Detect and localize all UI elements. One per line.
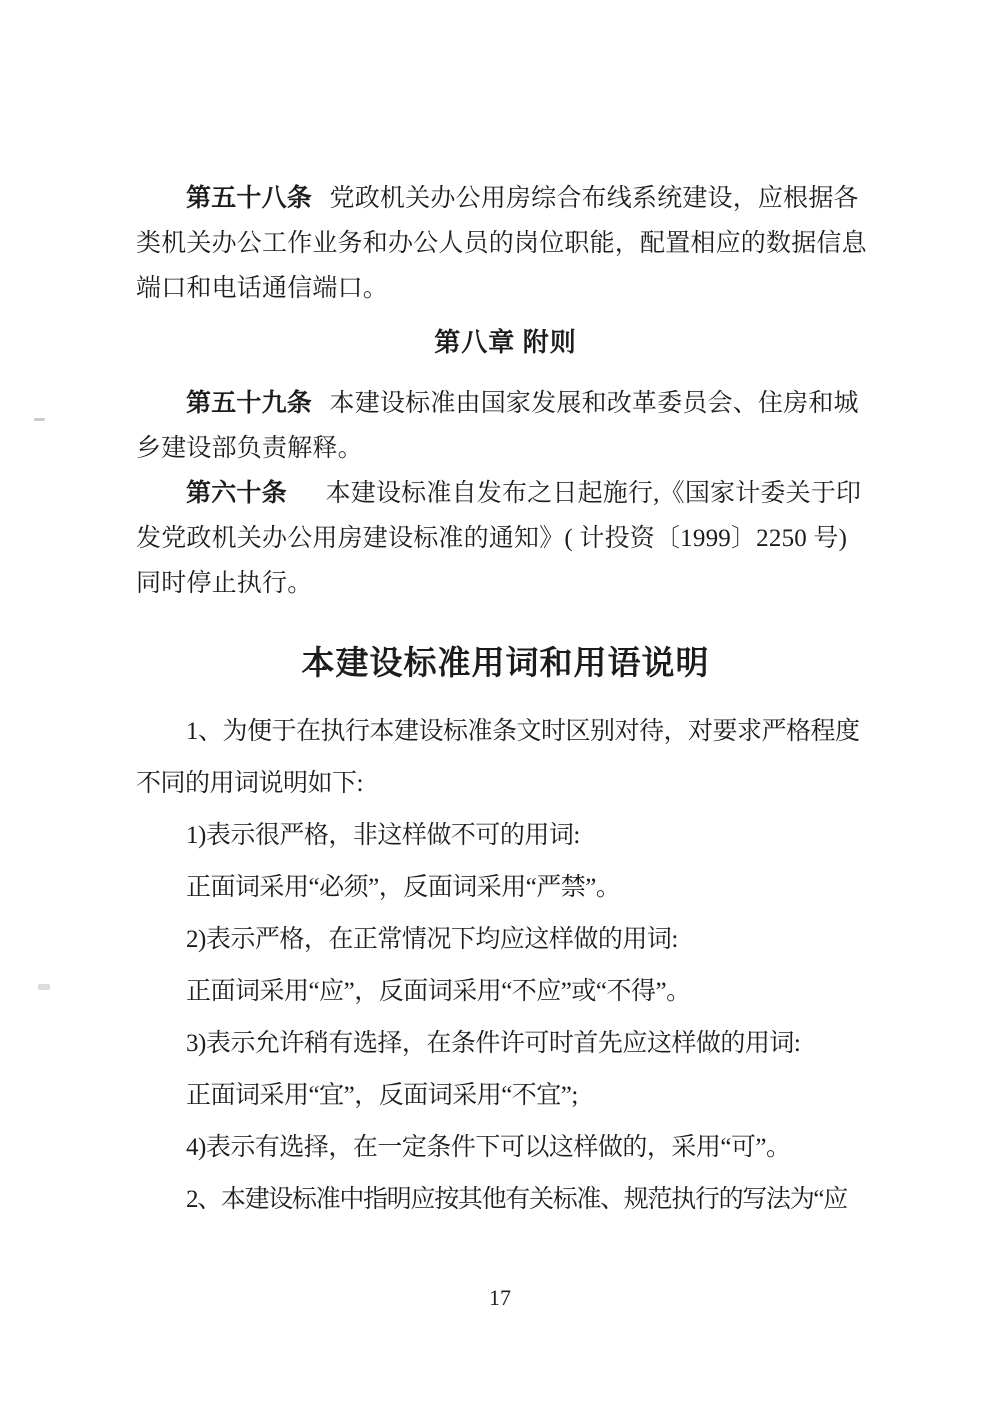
article-text: 本建设标准由国家发展和改革委员会、住房和城 [329, 390, 859, 417]
note-line: 1、为便于在执行本建设标准条文时区别对待，对要求严格程度 [186, 718, 860, 745]
article-60-label: 第六十条 [186, 480, 287, 507]
article-text: 本建设标准自发布之日起施行,《国家计委关于印 [325, 480, 862, 507]
article-line: 乡建设部负责解释。 [136, 435, 363, 462]
note-line: 正面词采用“宜”，反面词采用“不宜”; [186, 1082, 578, 1109]
note-line: 1)表示很严格，非这样做不可的用词: [186, 822, 580, 849]
note-line: 4)表示有选择，在一定条件下可以这样做的，采用“可”。 [186, 1134, 791, 1161]
article-line: 发党政机关办公用房建设标准的通知》( 计投资〔1999〕2250 号) [136, 525, 848, 552]
article-line: 类机关办公工作业务和办公人员的岗位职能，配置相应的数据信息 [136, 230, 867, 257]
article-line: 同时停止执行。 [136, 570, 313, 597]
article-line: 端口和电话通信端口。 [136, 275, 389, 302]
note-line: 3)表示允许稍有选择，在条件许可时首先应这样做的用词: [186, 1030, 801, 1057]
article-line [136, 381, 875, 426]
note-line: 正面词采用“应”，反面词采用“不应”或“不得”。 [186, 978, 691, 1005]
article-line [136, 176, 875, 221]
scan-artifact [34, 418, 45, 421]
note-line: 不同的用词说明如下: [136, 770, 363, 797]
article-58-label: 第五十八条 [186, 185, 313, 212]
scan-artifact [38, 984, 50, 990]
usage-notes [136, 706, 875, 1226]
article-line [136, 471, 875, 516]
page-number: 17 [489, 1285, 511, 1310]
article-59-label: 第五十九条 [186, 390, 313, 417]
note-line: 2、本建设标准中指明应按其他有关标准、规范执行的写法为“应 [186, 1186, 847, 1213]
note-line: 正面词采用“必须”，反面词采用“严禁”。 [186, 874, 621, 901]
article-58 [136, 176, 875, 311]
article-text: 党政机关办公用房综合布线系统建设，应根据各 [329, 185, 859, 212]
article-60 [136, 471, 875, 606]
chapter-heading: 第八章 附则 [434, 328, 577, 357]
section-title: 本建设标准用词和用语说明 [301, 646, 710, 682]
note-line: 2)表示严格，在正常情况下均应这样做的用词: [186, 926, 678, 953]
article-59 [136, 381, 875, 471]
